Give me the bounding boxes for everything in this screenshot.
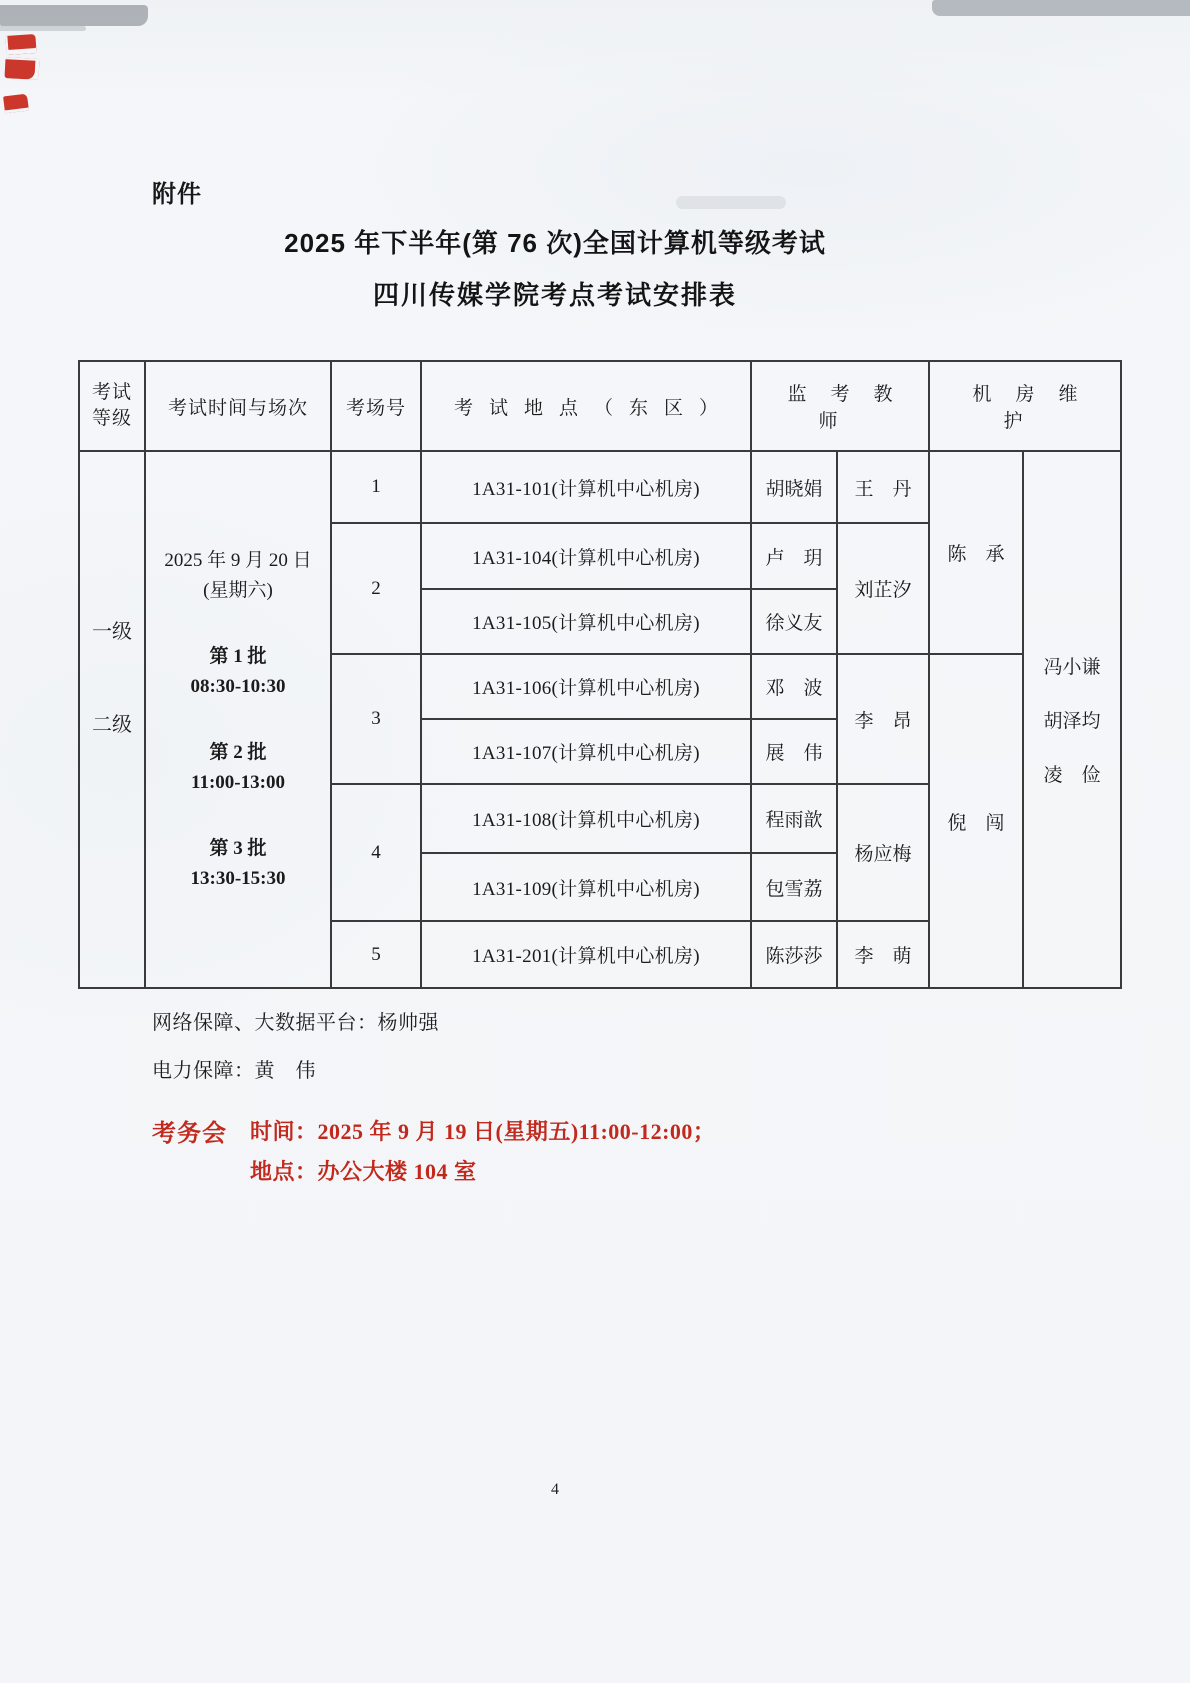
- meeting-place-line: 地点：办公大楼 104 室: [250, 1159, 477, 1184]
- cell-co-invigilator: 王 丹: [837, 451, 929, 523]
- cell-invigilator: 徐义友: [751, 589, 837, 654]
- scan-smudge-artifact: [676, 196, 786, 209]
- exam-date: 2025 年 9 月 20 日: [164, 549, 312, 571]
- red-stamp-artifact: [5, 34, 36, 55]
- col-header-invigilator: 监考教师: [751, 361, 929, 451]
- cell-maintenance-staff: [1023, 451, 1121, 988]
- header-level-line1: 考试: [91, 382, 132, 403]
- cell-location: 1A31-108(计算机中心机房): [421, 784, 751, 853]
- cell-invigilator: 邓 波: [751, 654, 837, 719]
- cell-room-number: 2: [331, 523, 421, 654]
- cell-co-invigilator: 刘芷汐: [837, 523, 929, 654]
- cell-invigilator: 程雨歆: [751, 784, 837, 853]
- col-header-time: 考试时间与场次: [145, 361, 331, 451]
- col-header-location: 考试地点（东区）: [421, 361, 751, 451]
- batch-3-label: 第 3 批: [209, 837, 267, 859]
- cell-location: 1A31-109(计算机中心机房): [421, 853, 751, 921]
- cell-room-number: 3: [331, 654, 421, 784]
- header-level-line2: 等级: [91, 408, 132, 429]
- cell-maintenance-lower: 倪 闯: [929, 654, 1023, 988]
- table-header-row: [79, 361, 1121, 451]
- batch-3-time: 13:30-15:30: [190, 867, 286, 889]
- cell-invigilator: 包雪荔: [751, 853, 837, 921]
- cell-maintenance-upper: 陈 承: [929, 451, 1023, 654]
- batch-1-time: 08:30-10:30: [190, 675, 286, 697]
- exam-level-2: 二级: [92, 713, 132, 736]
- page-number: 4: [551, 1481, 559, 1498]
- document-title-block: [0, 230, 1110, 308]
- exam-schedule-table: [78, 360, 1122, 989]
- document-title-line2: 四川传媒学院考点考试安排表: [372, 280, 737, 310]
- scan-edge-artifact: [932, 0, 1190, 16]
- col-header-room: 考场号: [331, 361, 421, 451]
- cell-invigilator: 展 伟: [751, 719, 837, 784]
- exam-level-1: 一级: [92, 620, 132, 643]
- meeting-label: 考务会: [152, 1121, 227, 1147]
- scan-edge-artifact: [0, 26, 86, 31]
- maintenance-staff-1: 冯小谦: [1043, 657, 1101, 678]
- cell-location: 1A31-107(计算机中心机房): [421, 719, 751, 784]
- col-header-exam-level: [79, 361, 145, 451]
- maintenance-staff-3: 凌 俭: [1043, 765, 1101, 786]
- cell-room-number: 4: [331, 784, 421, 921]
- batch-2-label: 第 2 批: [209, 741, 267, 763]
- cell-exam-levels: [79, 451, 145, 988]
- cell-co-invigilator: 杨应梅: [837, 784, 929, 921]
- cell-room-number: 5: [331, 921, 421, 988]
- cell-location: 1A31-201(计算机中心机房): [421, 921, 751, 988]
- cell-co-invigilator: 李 昂: [837, 654, 929, 784]
- network-support-note: 网络保障、大数据平台：杨帅强: [152, 1012, 439, 1034]
- meeting-time-line: 时间：2025 年 9 月 19 日(星期五)11:00-12:00；: [250, 1119, 716, 1144]
- document-title-line1: 2025 年下半年(第 76 次)全国计算机等级考试: [284, 228, 826, 258]
- table-row: [79, 451, 1121, 523]
- power-support-note: 电力保障：黄 伟: [152, 1060, 316, 1082]
- batch-1-label: 第 1 批: [209, 645, 267, 667]
- cell-room-number: 1: [331, 451, 421, 523]
- cell-invigilator: 胡晓娟: [751, 451, 837, 523]
- exam-weekday: (星期六): [203, 579, 273, 601]
- cell-schedule: [145, 451, 331, 988]
- cell-location: 1A31-101(计算机中心机房): [421, 451, 751, 523]
- scan-edge-artifact: [0, 5, 148, 26]
- cell-co-invigilator: 李 萌: [837, 921, 929, 988]
- cell-invigilator: 陈莎莎: [751, 921, 837, 988]
- red-stamp-artifact: [3, 94, 29, 114]
- attachment-label: 附件: [152, 181, 202, 208]
- batch-2-time: 11:00-13:00: [191, 771, 285, 793]
- red-stamp-artifact: [4, 57, 39, 80]
- maintenance-staff-2: 胡泽均: [1043, 711, 1101, 732]
- col-header-maintenance: 机房维护: [929, 361, 1121, 451]
- cell-location: 1A31-104(计算机中心机房): [421, 523, 751, 589]
- cell-invigilator: 卢 玥: [751, 523, 837, 589]
- cell-location: 1A31-106(计算机中心机房): [421, 654, 751, 719]
- cell-location: 1A31-105(计算机中心机房): [421, 589, 751, 654]
